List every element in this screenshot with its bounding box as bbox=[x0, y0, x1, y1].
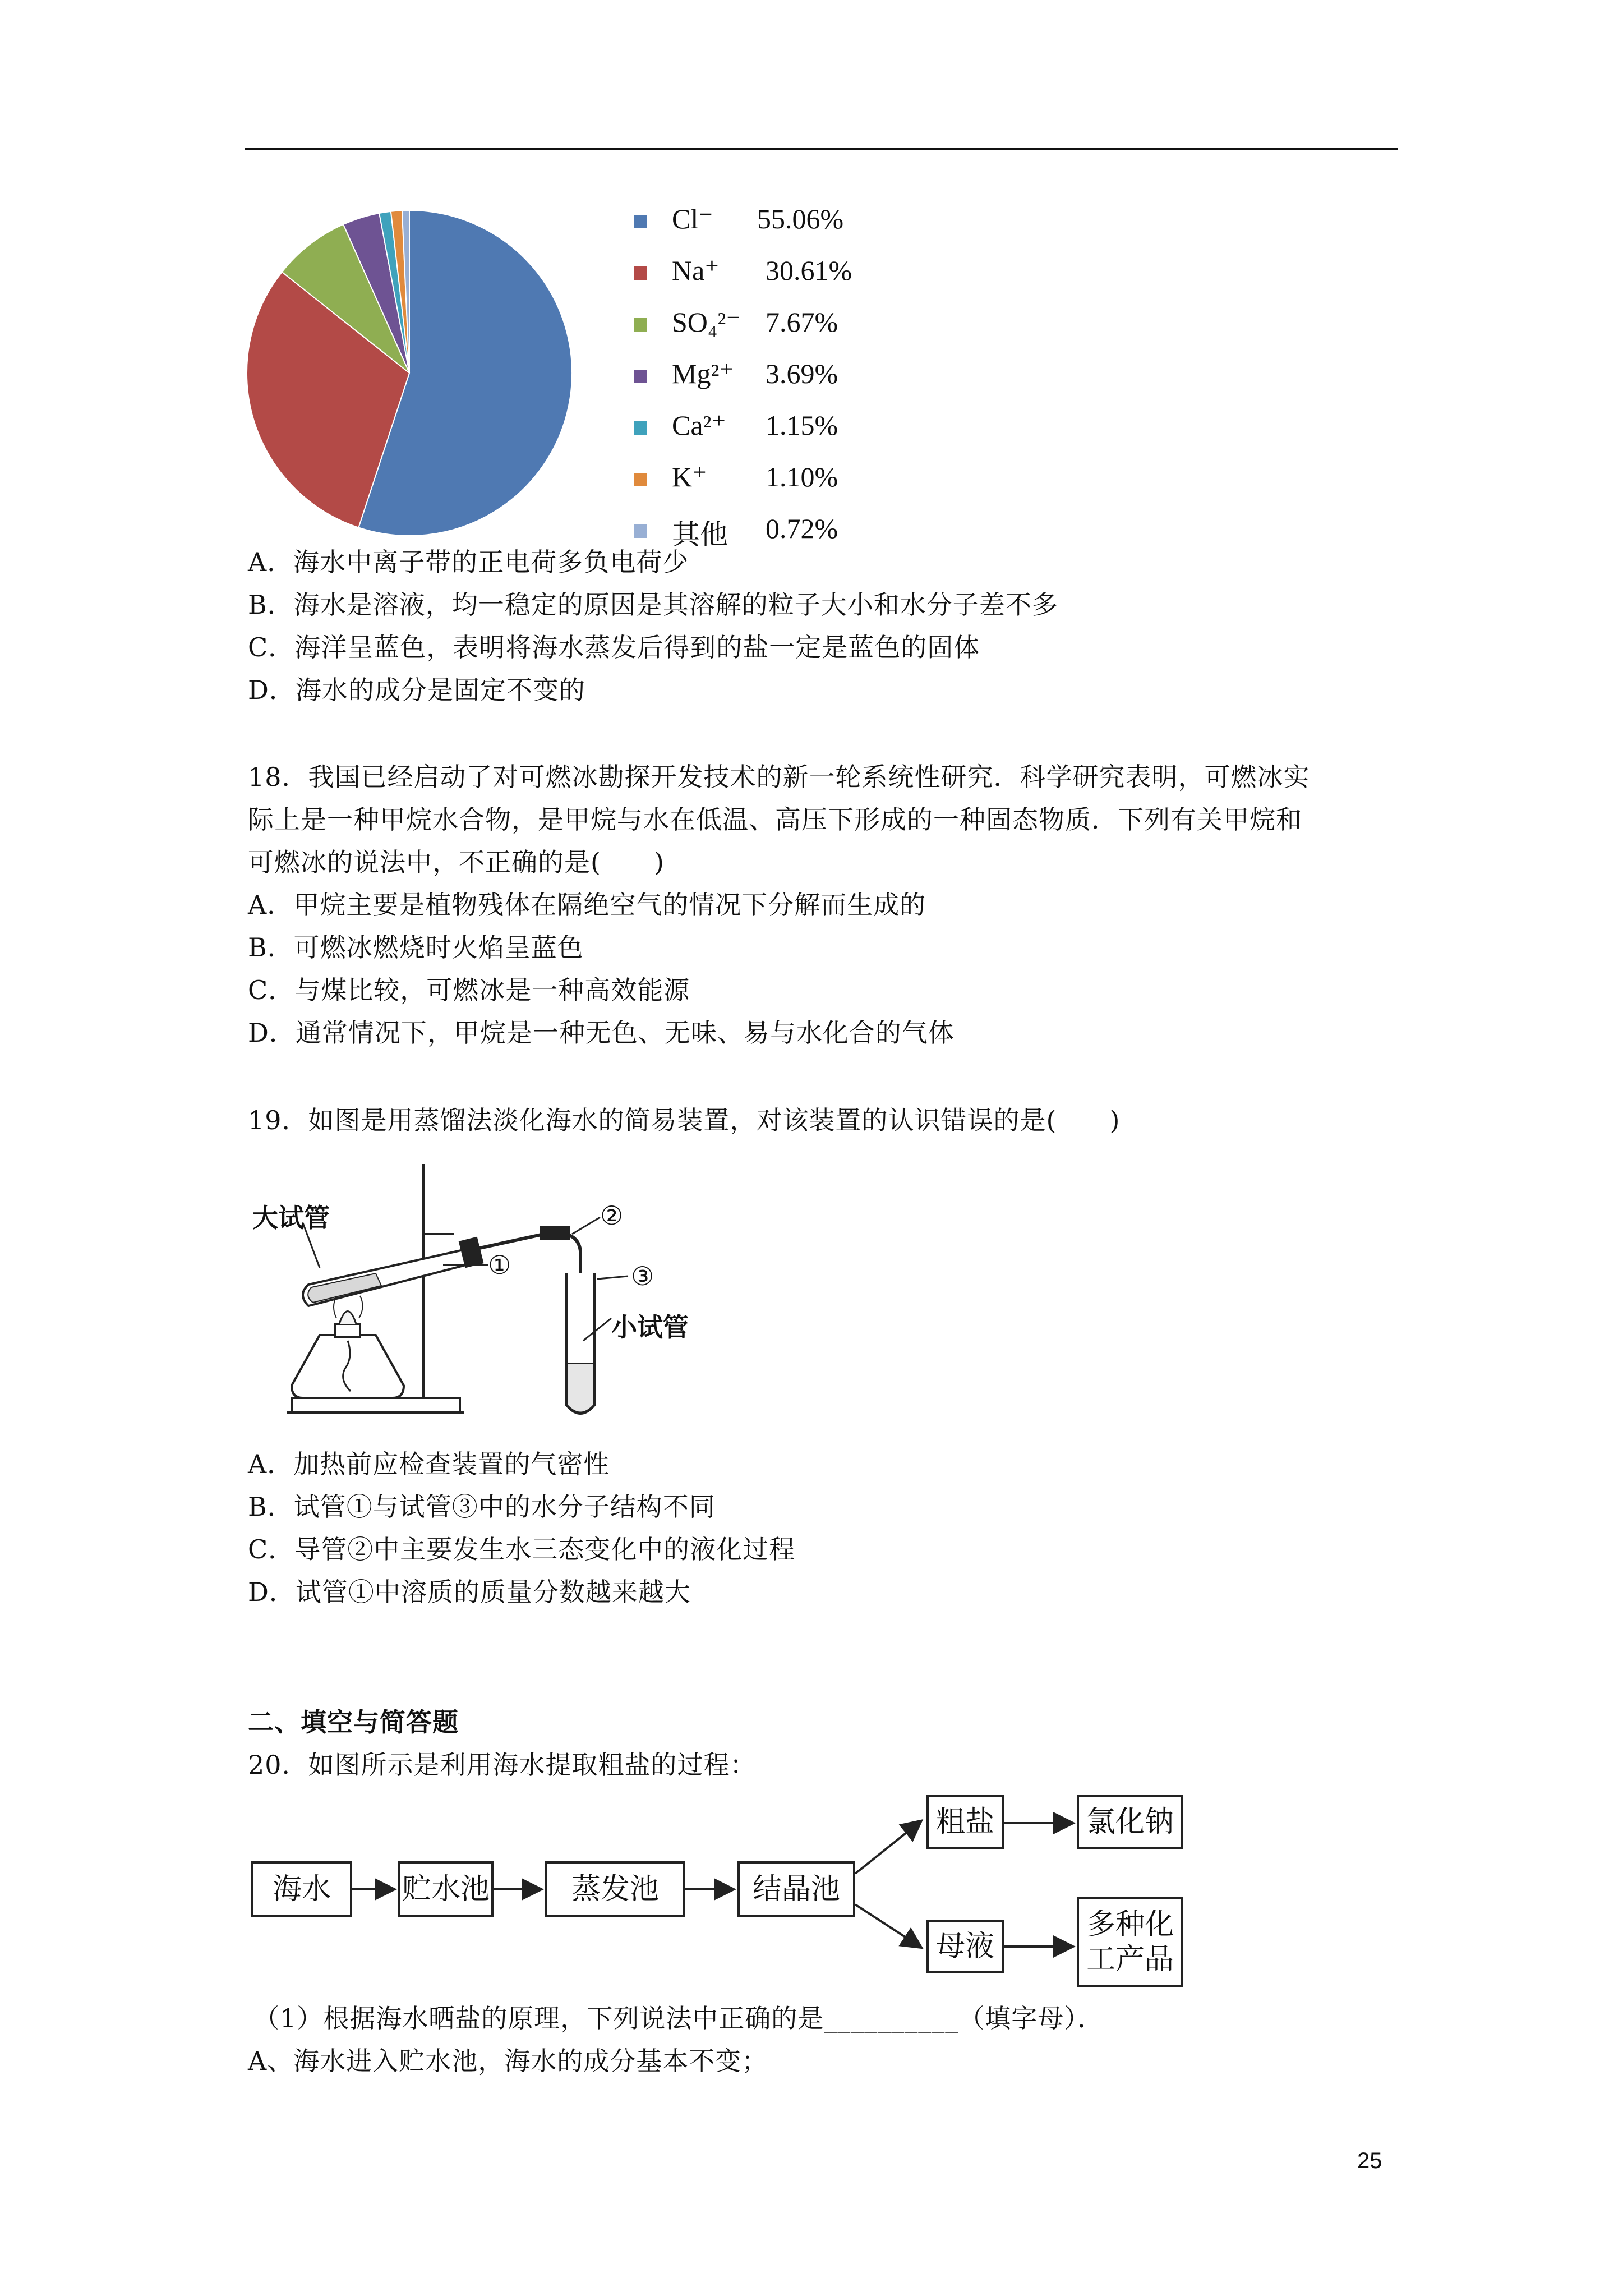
legend-label-4: Ca²⁺ bbox=[672, 409, 726, 441]
legend-value-4: 1.15% bbox=[766, 409, 838, 441]
legend-label-3: Mg²⁺ bbox=[672, 358, 734, 389]
q17-option-d: D．海水的成分是固定不变的 bbox=[248, 675, 585, 705]
legend-label-1: Na⁺ bbox=[672, 255, 720, 286]
q20-subquestion-1: （1）根据海水晒盐的原理，下列说法中正确的是__________（填字母）． bbox=[253, 2003, 1104, 2033]
q18-stem-line2: 际上是一种甲烷水合物，是甲烷与水在低温、高压下形成的一种固态物质．下列有关甲烷和 bbox=[248, 804, 1302, 835]
flow-box-mother-liquor: 母液 bbox=[926, 1920, 1004, 1973]
mark-tube-3: ③ bbox=[631, 1261, 654, 1291]
legend-label-5: K⁺ bbox=[672, 461, 707, 493]
flow-box-sodium-chloride: 氯化钠 bbox=[1077, 1795, 1183, 1849]
legend-value-0: 55.06% bbox=[757, 203, 844, 234]
legend-value-5: 1.10% bbox=[766, 461, 838, 493]
q19-option-d: D．试管①中溶质的质量分数越来越大 bbox=[248, 1577, 691, 1607]
flow-box-chemical-products bbox=[1077, 1897, 1183, 1987]
flow-box-seawater: 海水 bbox=[251, 1861, 352, 1917]
flow-box-storage-pool: 贮水池 bbox=[398, 1861, 494, 1917]
label-small-tube: 小试管 bbox=[611, 1312, 689, 1342]
q18-option-c: C．与煤比较，可燃冰是一种高效能源 bbox=[248, 975, 690, 1005]
q19-option-b: B．试管①与试管③中的水分子结构不同 bbox=[248, 1492, 716, 1522]
legend-label-2: SO₄²⁻ bbox=[672, 306, 741, 338]
legend-value-1: 30.61% bbox=[766, 255, 852, 286]
flow-box-crystallization-pool: 结晶池 bbox=[737, 1861, 855, 1917]
q19-stem: 19．如图是用蒸馏法淡化海水的简易装置，对该装置的认识错误的是( ) bbox=[248, 1105, 1121, 1135]
label-big-tube: 大试管 bbox=[252, 1203, 330, 1233]
flow-box-chemical-products-line1: 多种化 bbox=[1086, 1908, 1174, 1941]
page-number: 25 bbox=[1357, 2148, 1382, 2173]
legend-value-6: 0.72% bbox=[766, 513, 838, 544]
legend-value-3: 3.69% bbox=[766, 358, 838, 389]
flow-box-evaporation-pool: 蒸发池 bbox=[545, 1861, 685, 1917]
q18-option-a: A．甲烷主要是植物残体在隔绝空气的情况下分解而生成的 bbox=[248, 890, 926, 920]
section-title: 二、填空与简答题 bbox=[248, 1707, 459, 1737]
flow-box-crude-salt: 粗盐 bbox=[926, 1795, 1004, 1849]
legend-value-2: 7.67% bbox=[766, 306, 838, 338]
mark-tube-2: ② bbox=[600, 1200, 624, 1231]
q19-option-a: A．加热前应检查装置的气密性 bbox=[248, 1449, 610, 1479]
q20-option-a: A、海水进入贮水池，海水的成分基本不变； bbox=[248, 2046, 768, 2076]
q18-option-d: D．通常情况下，甲烷是一种无色、无味、易与水化合的气体 bbox=[248, 1018, 955, 1048]
q17-option-b: B．海水是溶液，均一稳定的原因是其溶解的粒子大小和水分子差不多 bbox=[248, 590, 1058, 620]
q18-option-b: B．可燃冰燃烧时火焰呈蓝色 bbox=[248, 932, 584, 963]
legend-label-0: Cl⁻ bbox=[672, 203, 713, 234]
mark-tube-1: ① bbox=[488, 1250, 511, 1280]
q19-option-c: C．导管②中主要发生水三态变化中的液化过程 bbox=[248, 1534, 796, 1565]
q20-stem: 20．如图所示是利用海水提取粗盐的过程： bbox=[248, 1750, 757, 1780]
legend-label-6: 其他 bbox=[672, 519, 728, 550]
q18-stem-line1: 18．我国已经启动了对可燃冰勘探开发技术的新一轮系统性研究．科学研究表明，可燃冰实 bbox=[248, 762, 1310, 792]
flow-box-chemical-products-line2: 工产品 bbox=[1086, 1943, 1174, 1976]
q18-stem-line3: 可燃冰的说法中，不正确的是( ) bbox=[248, 847, 665, 877]
q17-option-a: A．海水中离子带的正电荷多负电荷少 bbox=[248, 547, 689, 577]
q17-option-c: C．海洋呈蓝色，表明将海水蒸发后得到的盐一定是蓝色的固体 bbox=[248, 632, 980, 662]
